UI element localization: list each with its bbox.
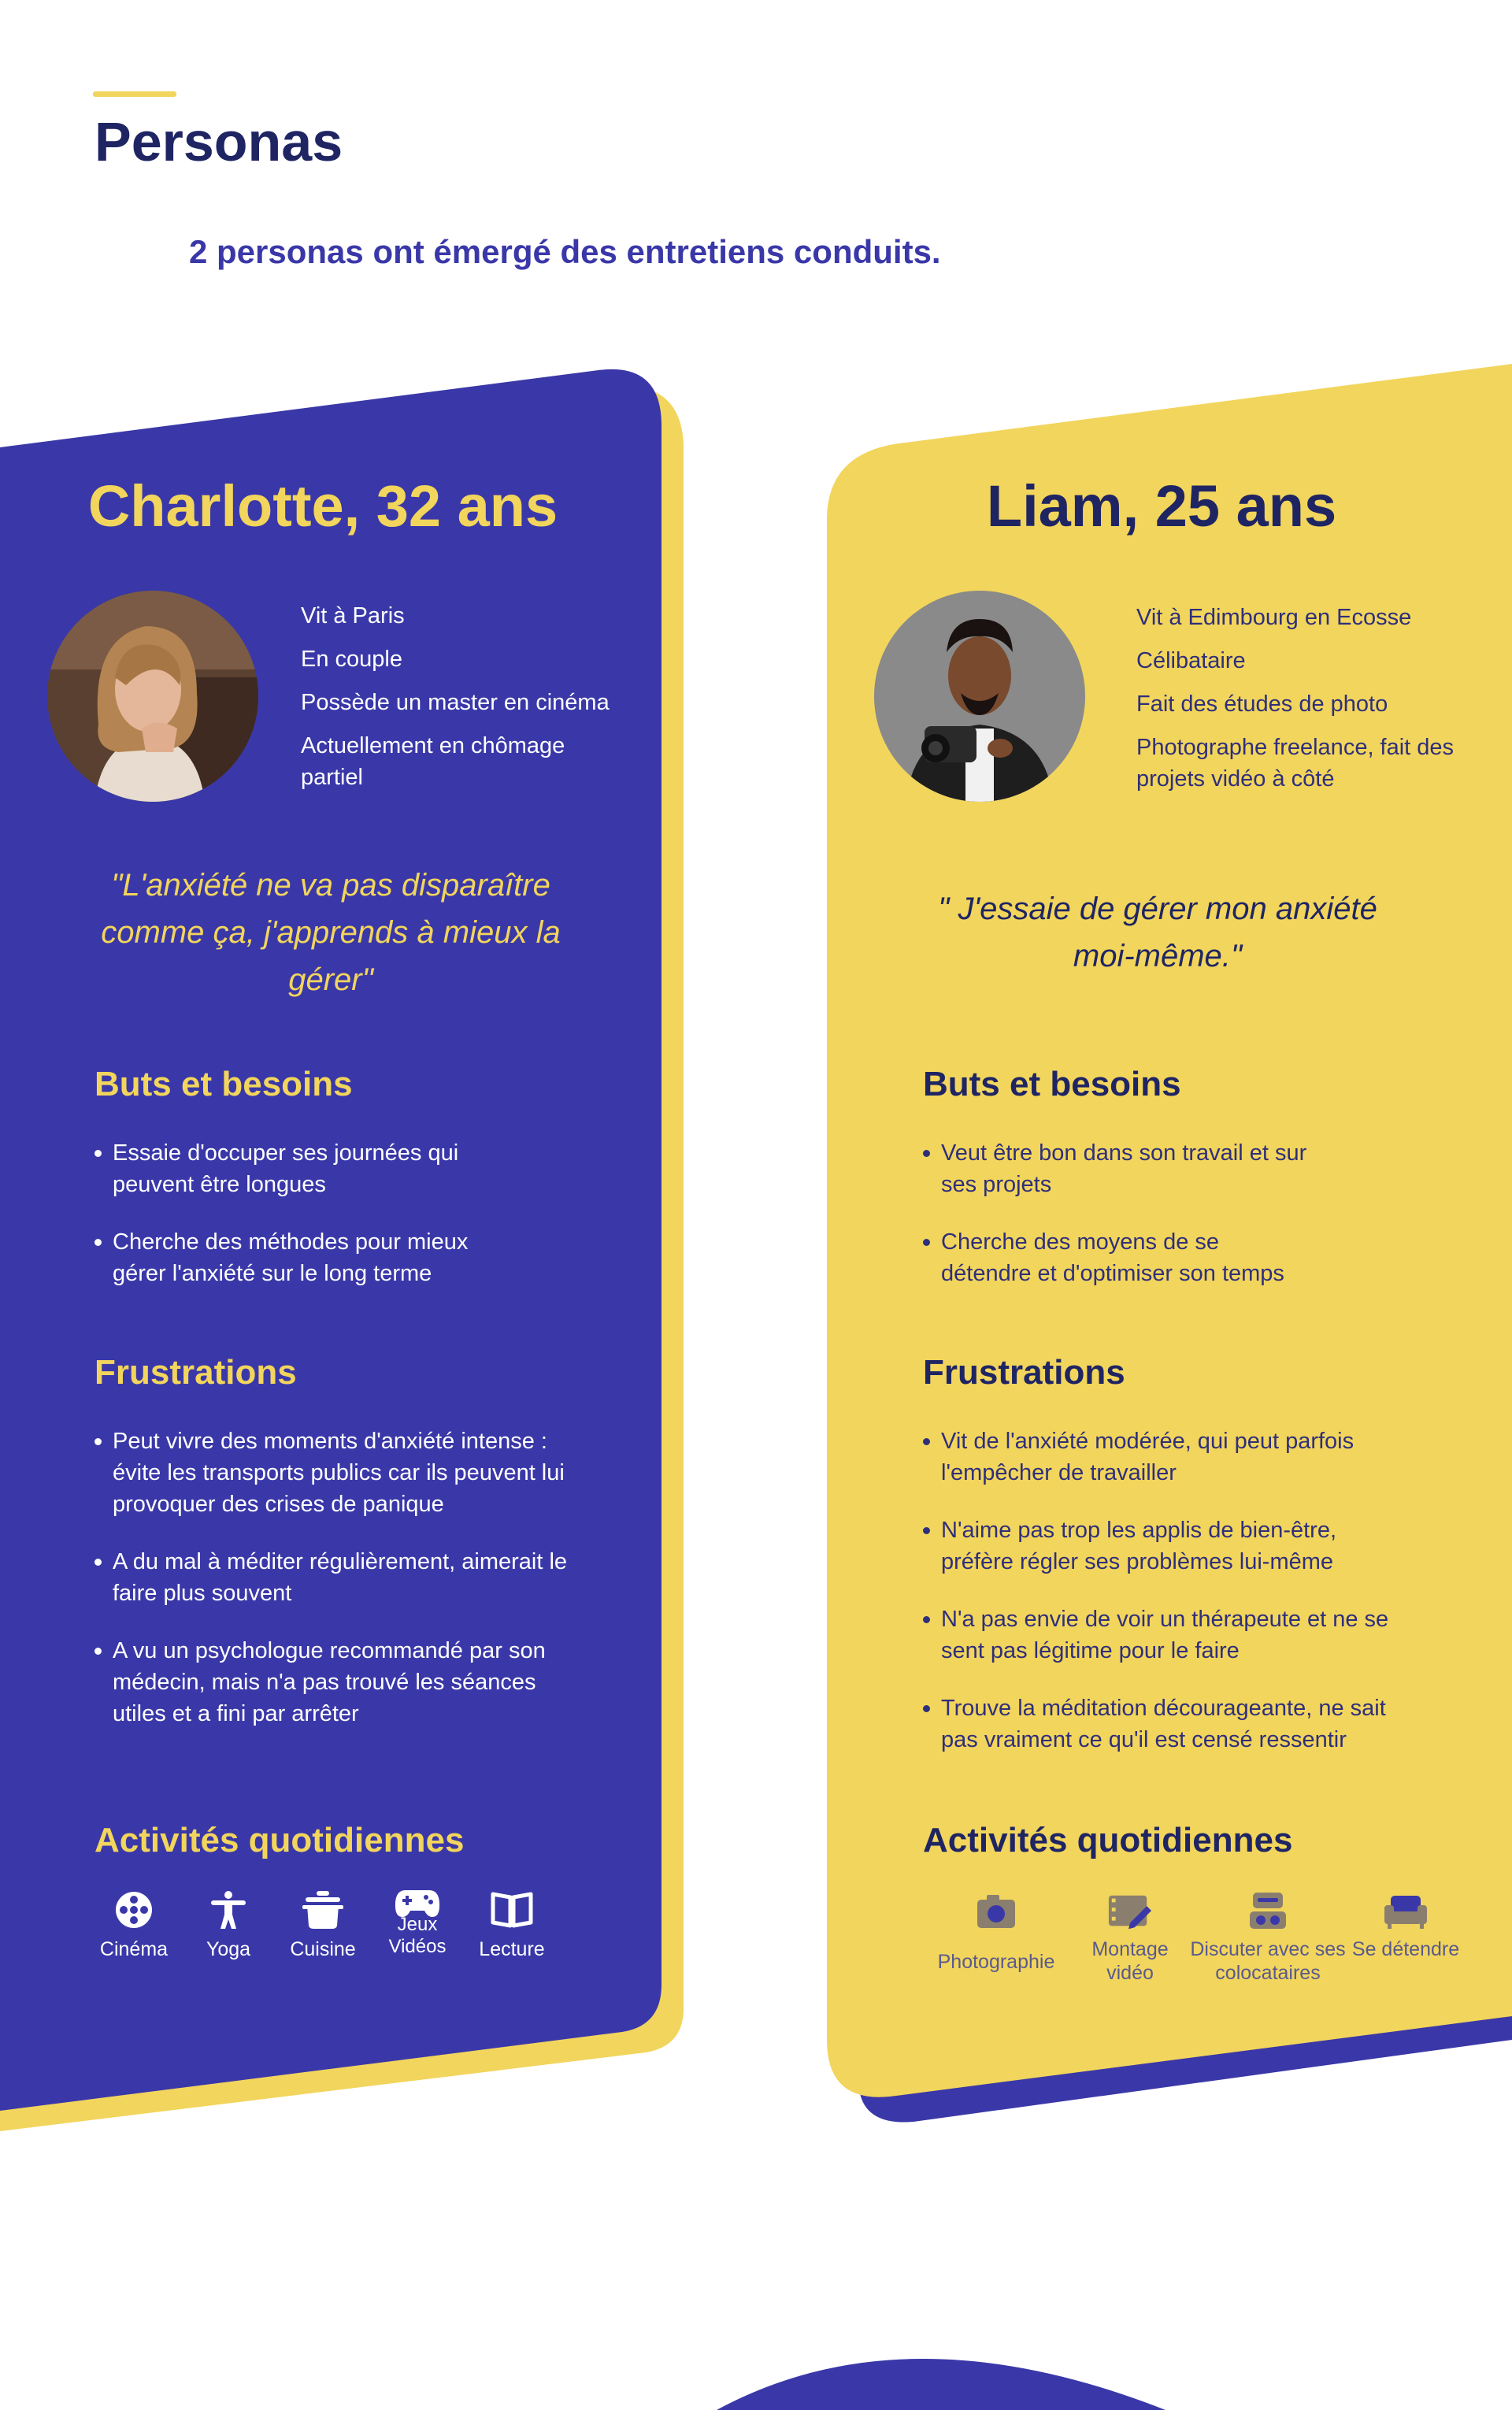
goals-list-liam <box>921 1137 1315 1315</box>
activity-photographie <box>921 1889 1071 1985</box>
goals-title-charlotte: Buts et besoins <box>94 1065 353 1103</box>
activity-label: Jeux Vidéos <box>388 1914 447 1957</box>
camera-icon <box>973 1889 1019 1934</box>
yoga-pose-icon <box>206 1887 251 1933</box>
activity-label: Montage vidéo <box>1091 1938 1169 1984</box>
list-item: N'a pas envie de voir un thérapeute et ne se sent pas légitime pour le faire <box>921 1604 1410 1667</box>
video-editing-icon <box>1107 1889 1153 1934</box>
activity-label: Se détendre <box>1351 1938 1460 1960</box>
activity-cuisine <box>276 1887 370 1961</box>
activity-lecture <box>465 1887 559 1961</box>
activity-label: Discuter avec ses colocataires <box>1190 1938 1346 1984</box>
activity-montage <box>1071 1889 1189 1985</box>
page-title: Personas <box>94 111 343 172</box>
frustrations-title-liam: Frustrations <box>923 1353 1125 1392</box>
activity-cinema <box>87 1887 181 1961</box>
activity-discuter <box>1189 1889 1347 1985</box>
bottom-blob <box>717 2359 1166 2410</box>
goals-list-charlotte <box>93 1137 518 1315</box>
activity-label: Cinéma <box>99 1938 169 1960</box>
page-subtitle: 2 personas ont émergé des entretiens conduits. <box>189 233 941 270</box>
frustrations-title-charlotte: Frustrations <box>94 1353 297 1392</box>
activities-title-charlotte: Activités quotidiennes <box>94 1821 465 1859</box>
persona-name-charlotte: Charlotte, 32 ans <box>87 473 558 539</box>
title-accent-line <box>93 91 176 97</box>
activity-label: Yoga <box>206 1938 251 1960</box>
activity-label: Lecture <box>479 1938 545 1960</box>
fact-item: Vit à Edimbourg en Ecosse <box>1136 605 1412 630</box>
frustrations-list-charlotte <box>93 1426 581 1756</box>
list-item: Essaie d'occuper ses journées qui peuvent être longues <box>93 1137 518 1200</box>
fact-item: En couple <box>301 647 402 672</box>
fact-item: Photographe freelance, fait des projets vidéo à côté <box>1136 735 1455 792</box>
activity-yoga <box>181 1887 276 1961</box>
quote-charlotte: "L'anxiété ne va pas disparaître comme ça, j'apprends à mieux la gérer" <box>101 868 561 997</box>
activity-jeux <box>370 1887 465 1961</box>
fact-item: Actuellement en chômage partiel <box>301 733 565 790</box>
avatar-charlotte <box>47 591 258 802</box>
facts-charlotte <box>301 600 639 805</box>
activity-label: Photographie <box>937 1951 1055 1973</box>
list-item: Vit de l'anxiété modérée, qui peut parfois l'empêcher de travailler <box>921 1426 1410 1489</box>
list-item: A vu un psychologue recommandé par son médecin, mais n'a pas trouvé les séances utiles et a fini par arrêter <box>93 1635 581 1730</box>
activities-title-liam: Activités quotidiennes <box>923 1821 1293 1859</box>
goals-title-liam: Buts et besoins <box>923 1065 1181 1103</box>
activities-charlotte <box>87 1887 559 1961</box>
quote-liam: " J'essaie de gérer mon anxiété moi-même." <box>938 892 1377 973</box>
activity-detendre <box>1347 1889 1465 1985</box>
persona-name-liam: Liam, 25 ans <box>986 473 1337 539</box>
activities-liam <box>921 1889 1465 1985</box>
frustrations-list-liam <box>921 1426 1410 1782</box>
fact-item: Vit à Paris <box>301 603 405 628</box>
film-reel-icon <box>111 1887 157 1933</box>
list-item: A du mal à méditer régulièrement, aimerait le faire plus souvent <box>93 1546 581 1609</box>
list-item: Veut être bon dans son travail et sur ses projets <box>921 1137 1315 1200</box>
fact-item: Fait des études de photo <box>1136 691 1388 717</box>
list-item: Trouve la méditation décourageante, ne sait pas vraiment ce qu'il est censé ressentir <box>921 1693 1410 1756</box>
list-item: Peut vivre des moments d'anxiété intense : évite les transports publics car ils peuvent lui provoquer des crises de panique <box>93 1426 581 1520</box>
facts-liam <box>1136 602 1483 806</box>
chat-roommates-icon <box>1245 1889 1291 1934</box>
avatar-liam <box>874 591 1085 802</box>
list-item: N'aime pas trop les applis de bien-être, préfère régler ses problèmes lui-même <box>921 1515 1410 1578</box>
list-item: Cherche des moyens de se détendre et d'optimiser son temps <box>921 1226 1315 1289</box>
cooking-pot-icon <box>300 1887 346 1933</box>
list-item: Cherche des méthodes pour mieux gérer l'anxiété sur le long terme <box>93 1226 518 1289</box>
fact-item: Possède un master en cinéma <box>301 690 610 715</box>
fact-item: Célibataire <box>1136 648 1246 673</box>
open-book-icon <box>489 1887 535 1933</box>
activity-label: Cuisine <box>290 1938 356 1960</box>
sofa-icon <box>1383 1889 1429 1934</box>
